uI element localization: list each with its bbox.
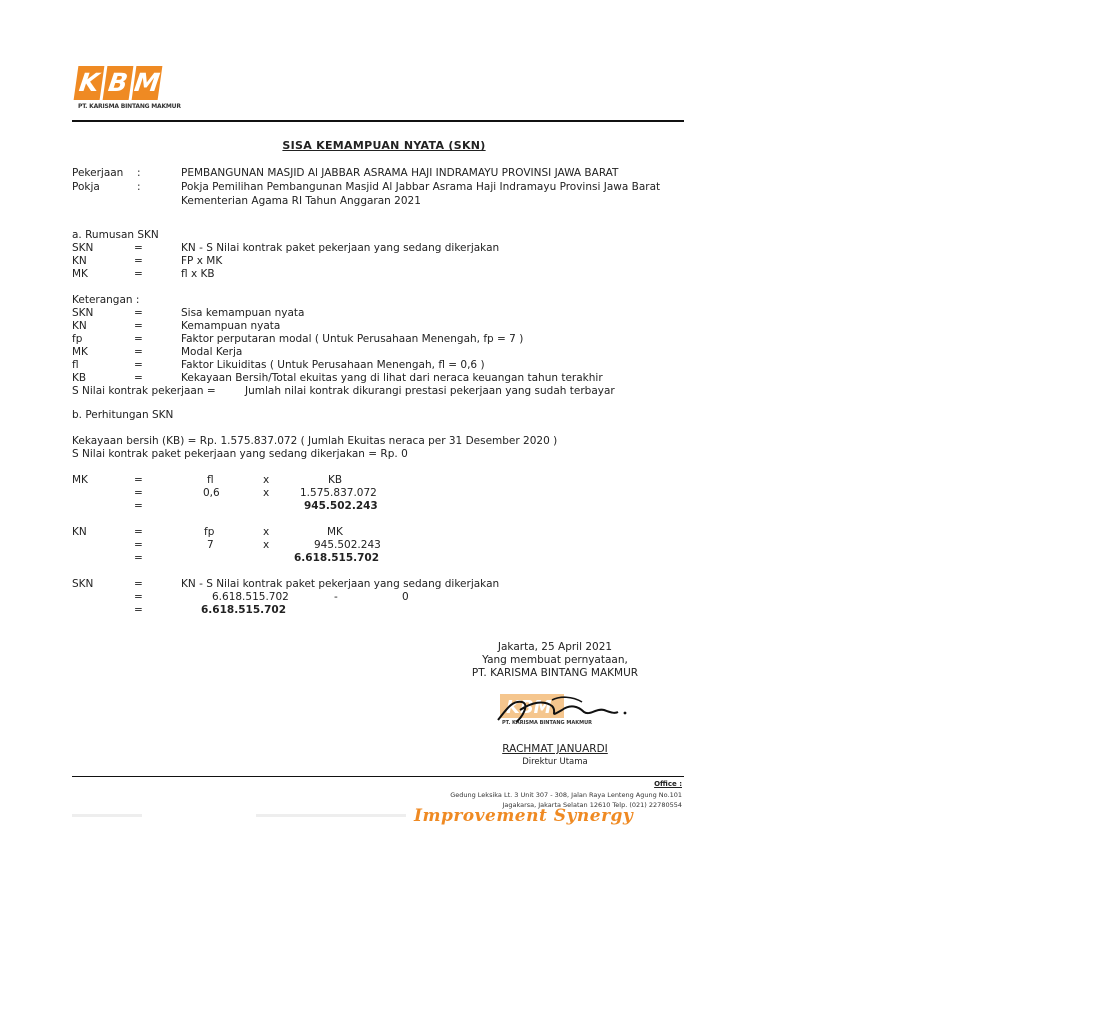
legend-eq: = bbox=[134, 346, 143, 358]
logo-letter-k: K bbox=[74, 66, 105, 100]
calc-label-skn: SKN bbox=[72, 578, 94, 590]
snilai-label: S Nilai kontrak pekerjaan = bbox=[72, 385, 216, 397]
calc-value-1: 6.618.515.702 bbox=[212, 591, 289, 603]
company-slogan: Improvement Synergy bbox=[414, 806, 634, 826]
office-address-line-2: Jagakarsa, Jakarta Selatan 12610 Telp. (021) 22780554 bbox=[502, 801, 682, 809]
footer-divider bbox=[72, 776, 684, 777]
calc-value-2: 945.502.243 bbox=[314, 539, 381, 551]
signatory-name: RACHMAT JANUARDI bbox=[502, 743, 608, 755]
legend-label: KN bbox=[72, 320, 87, 332]
calc-head-2: KB bbox=[328, 474, 343, 486]
formula-eq: = bbox=[134, 242, 143, 254]
calc-value-1: 0,6 bbox=[203, 487, 220, 499]
footer-decoration bbox=[256, 814, 406, 817]
calc-eq: = bbox=[134, 474, 143, 486]
header-divider bbox=[72, 120, 684, 122]
legend-label: fl bbox=[72, 359, 79, 371]
office-label: Office : bbox=[654, 780, 682, 788]
svg-text:KBM: KBM bbox=[506, 697, 552, 718]
calc-label-mk: MK bbox=[72, 474, 88, 486]
calc-eq: = bbox=[134, 552, 143, 564]
logo-company-name: PT. KARISMA BINTANG MAKMUR bbox=[78, 103, 181, 110]
calc-result-mk: 945.502.243 bbox=[304, 500, 378, 512]
calc-times: x bbox=[263, 539, 270, 551]
calc-eq: = bbox=[134, 500, 143, 512]
legend-label: KB bbox=[72, 372, 87, 384]
calc-eq: = bbox=[134, 539, 143, 551]
legend-label: MK bbox=[72, 346, 88, 358]
formula-eq: = bbox=[134, 268, 143, 280]
legend-value: Faktor perputaran modal ( Untuk Perusahaan Menengah, fp = 7 ) bbox=[181, 333, 524, 345]
calc-times: x bbox=[263, 487, 270, 499]
legend-eq: = bbox=[134, 359, 143, 371]
legend-value: Modal Kerja bbox=[181, 346, 243, 358]
logo-letter-b: B bbox=[103, 66, 134, 100]
calc-times: x bbox=[263, 474, 270, 486]
formula-eq: = bbox=[134, 255, 143, 267]
calc-value-2: 0 bbox=[402, 591, 409, 603]
kb-line: Kekayaan bersih (KB) = Rp. 1.575.837.072 ( Jumlah Ekuitas neraca per 31 Desember 2020 ) bbox=[72, 435, 558, 447]
legend-value: Faktor Likuiditas ( Untuk Perusahaan Menengah, fl = 0,6 ) bbox=[181, 359, 485, 371]
formula-label: KN bbox=[72, 255, 87, 267]
legend-eq: = bbox=[134, 372, 143, 384]
formula-value: fl x KB bbox=[181, 268, 215, 280]
calc-result-kn: 6.618.515.702 bbox=[294, 552, 380, 564]
made-by: Yang membuat pernyataan, bbox=[482, 654, 628, 666]
legend-label: SKN bbox=[72, 307, 94, 319]
signature-company: PT. KARISMA BINTANG MAKMUR bbox=[471, 667, 639, 679]
calc-head-2: MK bbox=[327, 526, 343, 538]
calc-eq: = bbox=[134, 604, 143, 616]
legend-value: Kemampuan nyata bbox=[181, 320, 281, 332]
footer-decoration bbox=[72, 814, 142, 817]
calc-eq: = bbox=[134, 578, 143, 590]
header-value: Kementerian Agama RI Tahun Anggaran 2021 bbox=[181, 195, 421, 207]
header-label: Pekerjaan bbox=[72, 167, 124, 179]
formula-label: SKN bbox=[72, 242, 94, 254]
calc-head-1: fl bbox=[207, 474, 214, 486]
legend-eq: = bbox=[134, 307, 143, 319]
legend-eq: = bbox=[134, 320, 143, 332]
header-colon: : bbox=[137, 167, 141, 179]
calc-formula: KN - S Nilai kontrak paket pekerjaan yang sedang dikerjakan bbox=[181, 578, 500, 590]
snilai-line: S Nilai kontrak paket pekerjaan yang sedang dikerjakan = Rp. 0 bbox=[72, 448, 408, 460]
signatory-position: Direktur Utama bbox=[522, 757, 588, 767]
office-address-line-1: Gedung Leksika Lt. 3 Unit 307 - 308, Jalan Raya Lenteng Agung No.101 bbox=[450, 791, 682, 799]
legend-value: Kekayaan Bersih/Total ekuitas yang di lihat dari neraca keuangan tahun terakhir bbox=[181, 372, 603, 384]
section-heading: b. Perhitungan SKN bbox=[72, 409, 174, 421]
legend-label: fp bbox=[72, 333, 83, 345]
svg-text:PT. KARISMA BINTANG MAKMUR: PT. KARISMA BINTANG MAKMUR bbox=[502, 720, 592, 726]
place-date: Jakarta, 25 April 2021 bbox=[497, 641, 613, 653]
legend-eq: = bbox=[134, 333, 143, 345]
snilai-value: Jumlah nilai kontrak dikurangi prestasi pekerjaan yang sudah terbayar bbox=[245, 385, 615, 397]
calc-value-2: 1.575.837.072 bbox=[300, 487, 377, 499]
legend-value: Sisa kemampuan nyata bbox=[181, 307, 305, 319]
section-heading: a. Rumusan SKN bbox=[72, 229, 159, 241]
calc-eq: = bbox=[134, 591, 143, 603]
logo-letter-m: M bbox=[132, 66, 163, 100]
header-value: Pokja Pemilihan Pembangunan Masjid Al Jabbar Asrama Haji Indramayu Provinsi Jawa Barat bbox=[181, 181, 661, 193]
calc-label-kn: KN bbox=[72, 526, 87, 538]
calc-eq: = bbox=[134, 526, 143, 538]
calc-eq: = bbox=[134, 487, 143, 499]
calc-times: x bbox=[263, 526, 270, 538]
header-value: PEMBANGUNAN MASJID Al JABBAR ASRAMA HAJI INDRAMAYU PROVINSI JAWA BARAT bbox=[181, 167, 619, 179]
formula-value: FP x MK bbox=[181, 255, 223, 267]
header-label: Pokja bbox=[72, 181, 100, 193]
calc-head-1: fp bbox=[204, 526, 215, 538]
calc-minus: - bbox=[334, 591, 338, 603]
document-title: SISA KEMAMPUAN NYATA (SKN) bbox=[282, 139, 486, 152]
calc-result-skn: 6.618.515.702 bbox=[201, 604, 287, 616]
formula-value: KN - S Nilai kontrak paket pekerjaan yang sedang dikerjakan bbox=[181, 242, 500, 254]
calc-value-1: 7 bbox=[207, 539, 214, 551]
section-heading: Keterangan : bbox=[72, 294, 140, 306]
signature-icon bbox=[492, 692, 632, 730]
formula-label: MK bbox=[72, 268, 88, 280]
company-logo bbox=[76, 66, 162, 102]
header-colon: : bbox=[137, 181, 141, 193]
